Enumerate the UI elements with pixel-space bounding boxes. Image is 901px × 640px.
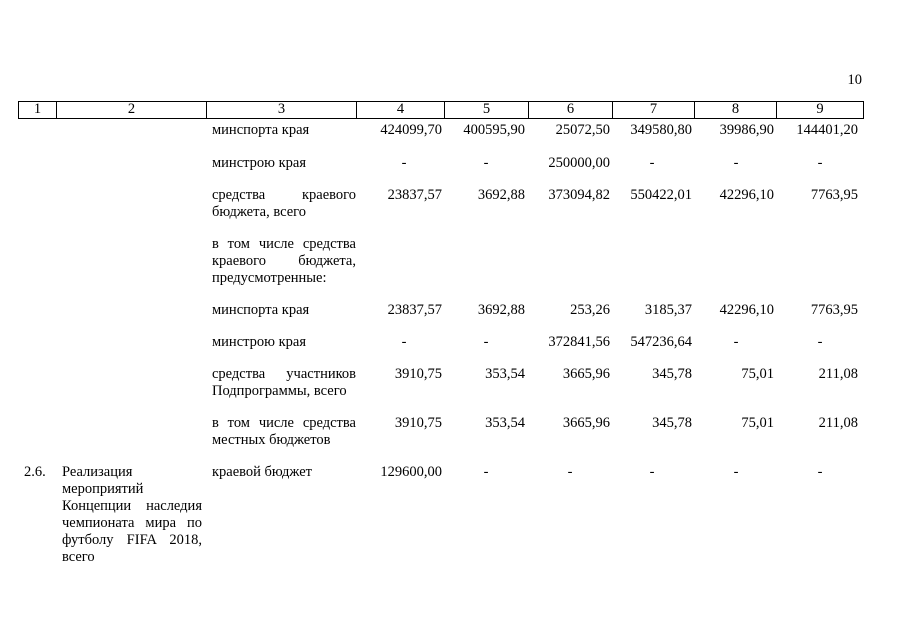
value-col-5: 353,54 bbox=[485, 415, 525, 431]
value-col-7: 550422,01 bbox=[630, 187, 692, 203]
value-col-8: 42296,10 bbox=[719, 187, 774, 203]
value-col-6: 373094,82 bbox=[548, 187, 610, 203]
value-col-5: 3692,88 bbox=[477, 302, 525, 318]
value-col-8: 42296,10 bbox=[719, 302, 774, 318]
value-col-6: 3665,96 bbox=[562, 366, 610, 382]
value-col-5: - bbox=[483, 155, 489, 171]
header-col-4: 4 bbox=[356, 101, 444, 118]
value-col-9: 211,08 bbox=[818, 415, 858, 431]
value-col-9: 144401,20 bbox=[796, 122, 858, 138]
funding-source: минспорта края bbox=[212, 302, 310, 318]
value-col-6: 250000,00 bbox=[548, 155, 610, 171]
header-col-1: 1 bbox=[18, 101, 56, 118]
value-col-7: - bbox=[649, 155, 655, 171]
value-col-6: 3665,96 bbox=[562, 415, 610, 431]
value-col-7: 349580,80 bbox=[630, 122, 692, 138]
item-number: 2.6. bbox=[24, 464, 46, 480]
value-col-8: 75,01 bbox=[741, 415, 774, 431]
value-col-4: 23837,57 bbox=[387, 187, 442, 203]
value-col-9: - bbox=[817, 155, 823, 171]
value-col-8: 75,01 bbox=[741, 366, 774, 382]
value-col-5: 353,54 bbox=[485, 366, 525, 382]
value-col-6: 253,26 bbox=[570, 302, 610, 318]
value-col-4: - bbox=[401, 334, 407, 350]
value-col-7: 345,78 bbox=[652, 366, 692, 382]
header-col-2: 2 bbox=[56, 101, 206, 118]
funding-source: краевой бюджет bbox=[212, 464, 312, 480]
header-col-5: 5 bbox=[444, 101, 528, 118]
value-col-4: 3910,75 bbox=[394, 366, 442, 382]
value-col-7: 3185,37 bbox=[644, 302, 692, 318]
value-col-4: 23837,57 bbox=[387, 302, 442, 318]
value-col-8: - bbox=[733, 334, 739, 350]
value-col-9: 211,08 bbox=[818, 366, 858, 382]
funding-source: в том числе средства местных бюджетов bbox=[212, 415, 356, 448]
value-col-4: - bbox=[401, 155, 407, 171]
value-col-5: 3692,88 bbox=[477, 187, 525, 203]
value-col-6: - bbox=[567, 464, 573, 480]
header-col-6: 6 bbox=[528, 101, 612, 118]
value-col-7: 345,78 bbox=[652, 415, 692, 431]
value-col-5: 400595,90 bbox=[463, 122, 525, 138]
value-col-7: - bbox=[649, 464, 655, 480]
value-col-4: 424099,70 bbox=[380, 122, 442, 138]
value-col-8: - bbox=[733, 464, 739, 480]
value-col-7: 547236,64 bbox=[630, 334, 692, 350]
value-col-8: - bbox=[733, 155, 739, 171]
header-col-3: 3 bbox=[206, 101, 356, 118]
value-col-9: 7763,95 bbox=[810, 302, 858, 318]
value-col-4: 3910,75 bbox=[394, 415, 442, 431]
value-col-8: 39986,90 bbox=[719, 122, 774, 138]
header-col-8: 8 bbox=[694, 101, 776, 118]
funding-source: минстрою края bbox=[212, 155, 307, 171]
table-header-row bbox=[18, 101, 864, 119]
header-col-9: 9 bbox=[776, 101, 864, 118]
funding-source: средства краевого бюджета, всего bbox=[212, 187, 356, 220]
value-col-5: - bbox=[483, 464, 489, 480]
header-col-7: 7 bbox=[612, 101, 694, 118]
funding-source: в том числе средства краевого бюджета, предусмотренные: bbox=[212, 236, 356, 286]
value-col-4: 129600,00 bbox=[380, 464, 442, 480]
item-name: Реализация мероприятий Концепции наследия чемпионата мира по футболу FIFA 2018, всего bbox=[62, 464, 202, 565]
value-col-9: 7763,95 bbox=[810, 187, 858, 203]
value-col-6: 372841,56 bbox=[548, 334, 610, 350]
value-col-5: - bbox=[483, 334, 489, 350]
funding-source: средства участников Подпрограммы, всего bbox=[212, 366, 356, 399]
page-number: 10 bbox=[847, 72, 862, 88]
value-col-6: 25072,50 bbox=[555, 122, 610, 138]
value-col-9: - bbox=[817, 464, 823, 480]
funding-source: минстрою края bbox=[212, 334, 307, 350]
value-col-9: - bbox=[817, 334, 823, 350]
funding-source: минспорта края bbox=[212, 122, 310, 138]
